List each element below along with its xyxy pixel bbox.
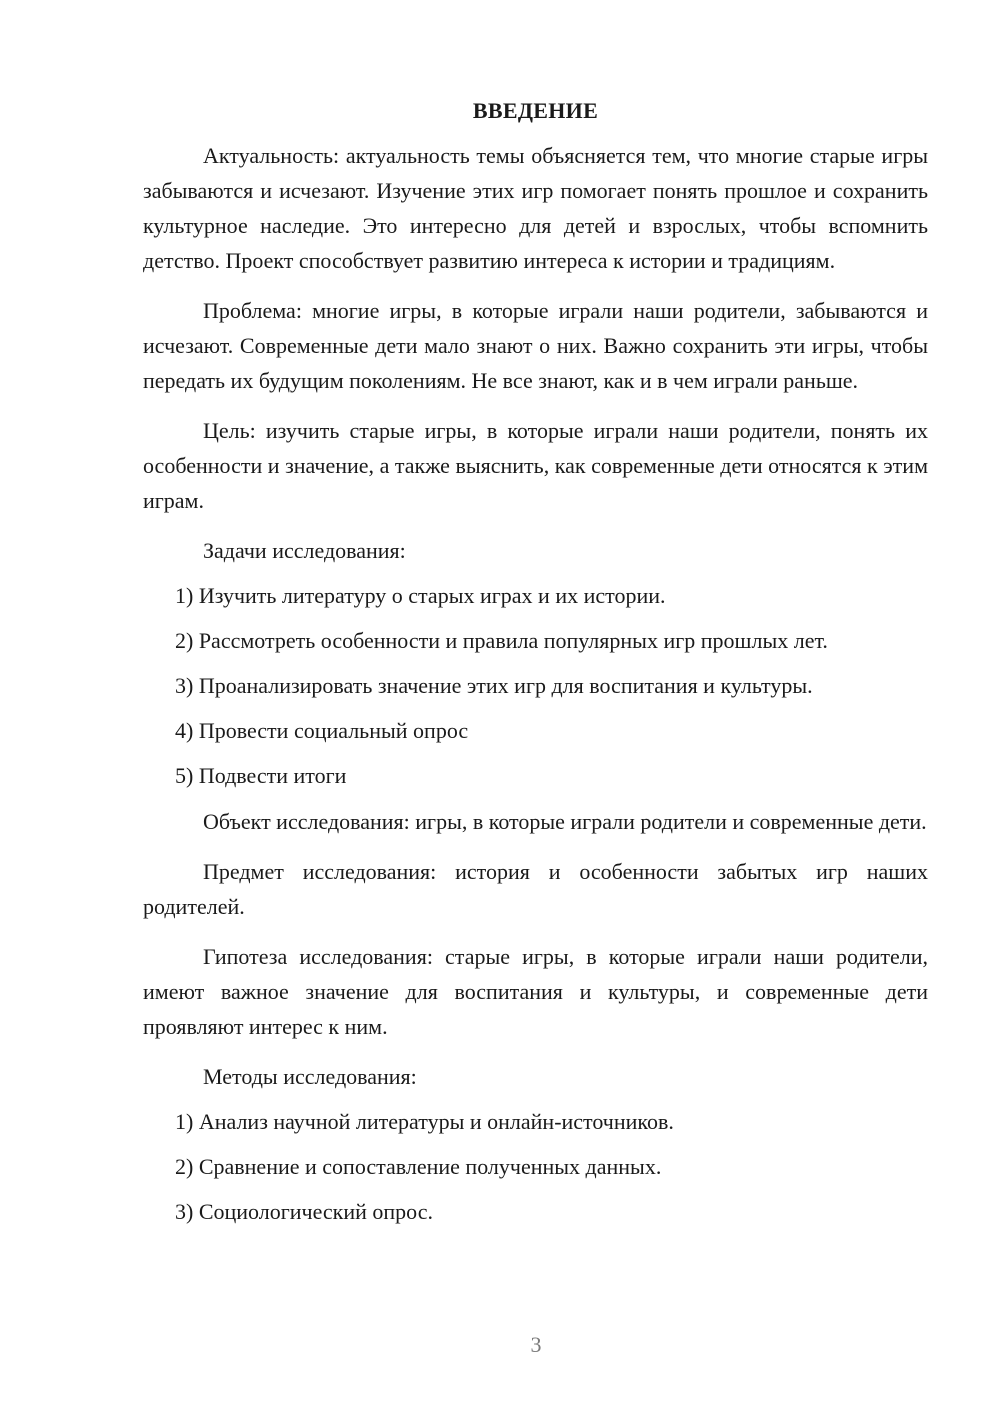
tasks-heading: Задачи исследования: — [203, 538, 406, 563]
tasks-list — [143, 578, 928, 793]
relevance-paragraph: Актуальность: актуальность темы объясняется тем, что многие старые игры забываются и исчезают. Изучение этих игр помогает понять прошлое и сохранить культурное наследие. Это интересно для детей и взрослых, чтобы вспомнить детство. Проект способствует развитию интереса к истории и традициям. — [143, 143, 928, 273]
method-item: 1) Анализ научной литературы и онлайн-источников. — [175, 1109, 674, 1134]
methods-heading: Методы исследования: — [203, 1064, 417, 1089]
method-item: 2) Сравнение и сопоставление полученных данных. — [175, 1154, 662, 1179]
method-item: 3) Социологический опрос. — [175, 1199, 433, 1224]
object-paragraph: Объект исследования: игры, в которые играли родители и современные дети. — [203, 809, 927, 834]
task-item: 3) Проанализировать значение этих игр для воспитания и культуры. — [175, 673, 813, 698]
subject-paragraph: Предмет исследования: история и особенности забытых игр наших родителей. — [143, 859, 928, 919]
hypothesis-paragraph: Гипотеза исследования: старые игры, в которые играли наши родители, имеют важное значение для воспитания и культуры, и современные дети проявляют интерес к ним. — [143, 944, 928, 1039]
page-title: ВВЕДЕНИЕ — [472, 98, 599, 123]
task-item: 4) Провести социальный опрос — [175, 718, 469, 743]
task-item: 2) Рассмотреть особенности и правила популярных игр прошлых лет. — [175, 628, 828, 653]
goal-paragraph: Цель: изучить старые игры, в которые играли наши родители, понять их особенности и значение, а также выяснить, как современные дети относятся к этим играм. — [143, 418, 928, 513]
task-item: 1) Изучить литературу о старых играх и их истории. — [175, 583, 666, 608]
problem-paragraph: Проблема: многие игры, в которые играли наши родители, забываются и исчезают. Современные дети мало знают о них. Важно сохранить эти игры, чтобы передать их будущим поколениям. Не все знают, как и в чем играли раньше. — [143, 298, 928, 393]
methods-list — [143, 1104, 928, 1229]
task-item: 5) Подвести итоги — [175, 763, 347, 788]
page-number: 3 — [530, 1332, 542, 1357]
document-body — [143, 96, 928, 1240]
